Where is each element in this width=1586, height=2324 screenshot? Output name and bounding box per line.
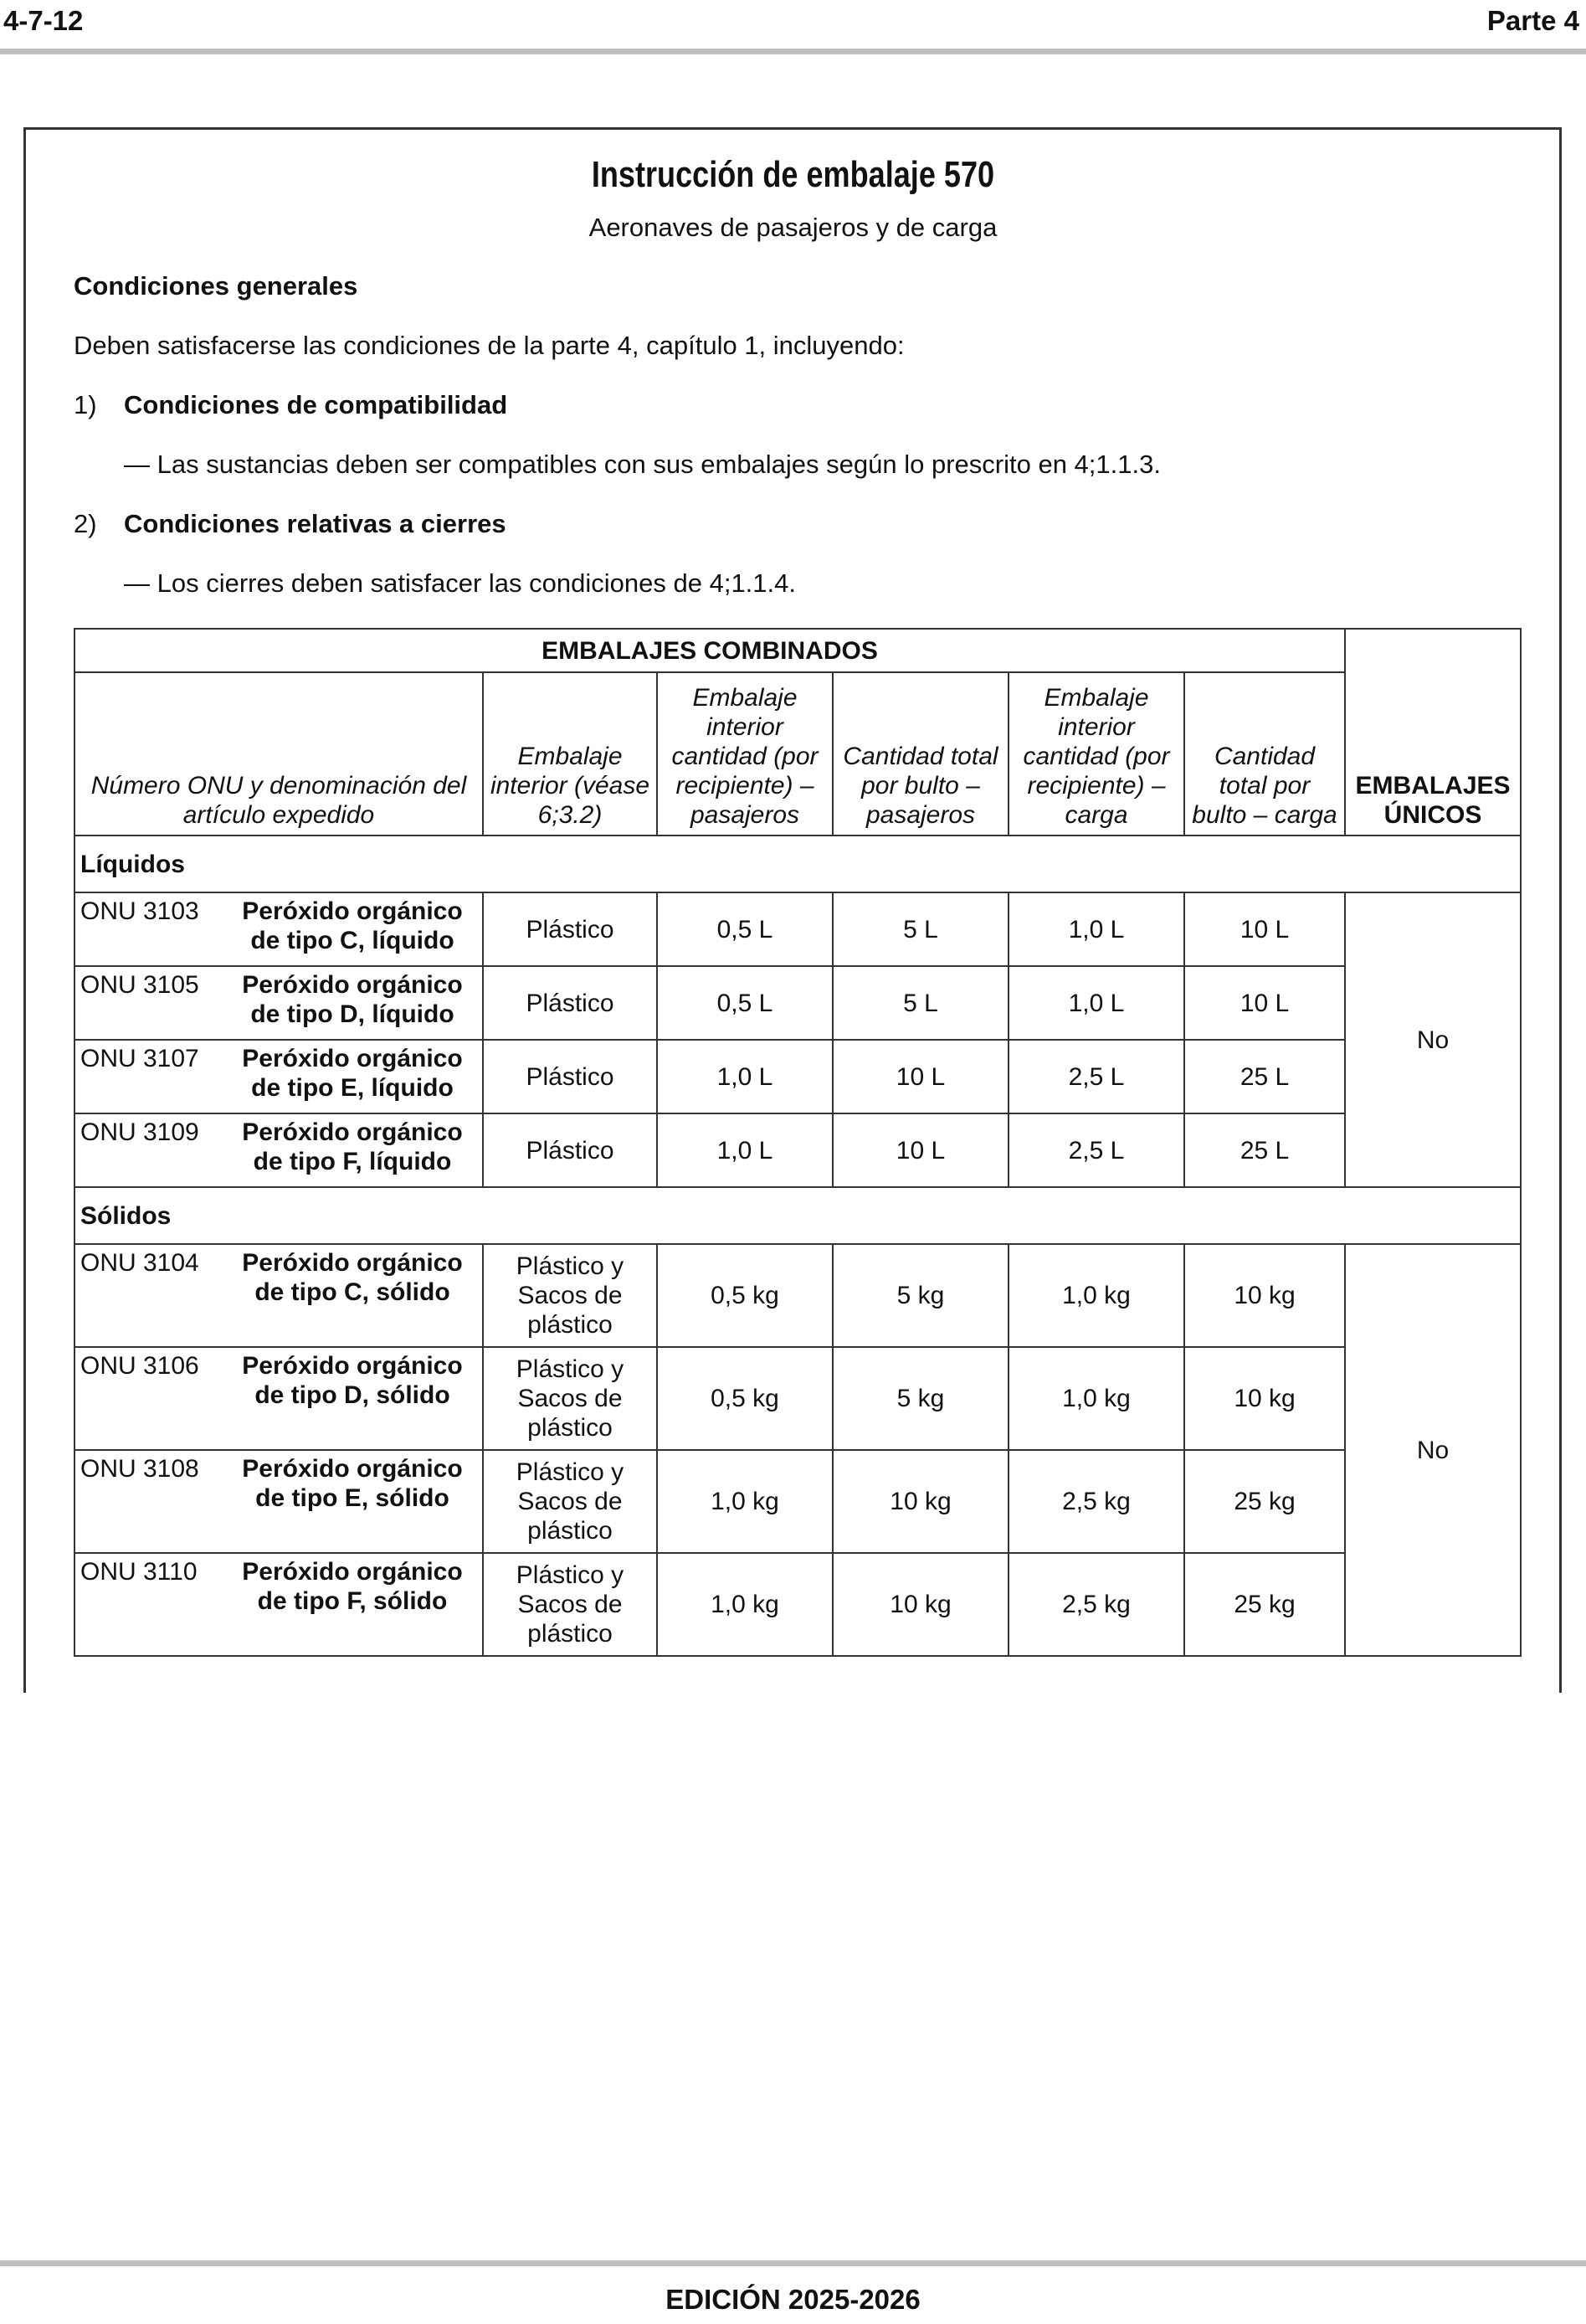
pax-total-qty: 5 kg <box>833 1347 1009 1450</box>
table-row <box>74 1347 1521 1450</box>
substance-cell <box>74 1040 483 1113</box>
inner-packaging: Plástico <box>483 892 657 966</box>
header-rule <box>0 49 1586 54</box>
pax-total-qty: 5 L <box>833 892 1009 966</box>
cargo-total-qty: 10 L <box>1184 892 1345 966</box>
pax-total-qty: 5 kg <box>833 1244 1009 1347</box>
packing-table <box>74 628 1522 1657</box>
cargo-inner-qty: 2,5 L <box>1009 1113 1184 1187</box>
table-row <box>74 1040 1521 1113</box>
page-number: 4-7-12 <box>3 5 84 36</box>
cargo-inner-qty: 1,0 L <box>1009 892 1184 966</box>
pax-inner-qty: 0,5 L <box>657 892 833 966</box>
inner-packaging: Plástico <box>483 966 657 1040</box>
single-packagings-liquids: No <box>1345 892 1521 1187</box>
pax-total-qty: 10 L <box>833 1113 1009 1187</box>
page-title: Instrucción de embalaje 570 <box>591 154 995 195</box>
condition-title: Condiciones de compatibilidad <box>124 390 508 419</box>
substance-name: Peróxido orgánico de tipo F, líquido <box>242 1118 463 1175</box>
cargo-total-qty: 25 L <box>1184 1040 1345 1113</box>
condition-item-1 <box>74 390 507 420</box>
column-header-inner: Embalaje interior (véase 6;3.2) <box>483 672 657 836</box>
substance-name: Peróxido orgánico de tipo F, sólido <box>242 1558 463 1615</box>
column-header-cargo-total: Cantidad total por bulto – carga <box>1184 672 1345 836</box>
table-row <box>74 1244 1521 1347</box>
combined-packagings-header: EMBALAJES COMBINADOS <box>74 629 1345 672</box>
substance-cell <box>74 892 483 966</box>
un-number: ONU 3105 <box>80 971 199 999</box>
cargo-inner-qty: 1,0 kg <box>1009 1347 1184 1450</box>
cargo-total-qty: 25 L <box>1184 1113 1345 1187</box>
pax-total-qty: 10 kg <box>833 1450 1009 1553</box>
cargo-inner-qty: 1,0 L <box>1009 966 1184 1040</box>
section-label-solids: Sólidos <box>74 1187 1521 1244</box>
column-header-cargo-inner: Embalaje interior cantidad (por recipiente) – carga <box>1009 672 1184 836</box>
pax-inner-qty: 1,0 L <box>657 1040 833 1113</box>
pax-inner-qty: 1,0 kg <box>657 1553 833 1656</box>
substance-cell <box>74 1244 483 1347</box>
un-number: ONU 3103 <box>80 897 199 925</box>
substance-cell <box>74 1553 483 1656</box>
cargo-total-qty: 10 kg <box>1184 1347 1345 1450</box>
table-row <box>74 892 1521 966</box>
condition-number: 2) <box>74 509 97 538</box>
pax-total-qty: 5 L <box>833 966 1009 1040</box>
condition-item-2 <box>74 509 506 539</box>
edition-footer: EDICIÓN 2025-2026 <box>665 2284 921 2315</box>
table-row <box>74 1553 1521 1656</box>
inner-packaging: Plástico <box>483 1113 657 1187</box>
un-number: ONU 3106 <box>80 1352 199 1380</box>
inner-packaging: Plástico <box>483 1040 657 1113</box>
condition-title: Condiciones relativas a cierres <box>124 509 506 538</box>
cargo-inner-qty: 2,5 L <box>1009 1040 1184 1113</box>
pax-total-qty: 10 kg <box>833 1553 1009 1656</box>
part-label: Parte 4 <box>1486 5 1579 36</box>
column-header-un: Número ONU y denominación del artículo expedido <box>74 672 483 836</box>
inner-packaging: Plástico y Sacos de plástico <box>483 1450 657 1553</box>
pax-inner-qty: 0,5 L <box>657 966 833 1040</box>
un-number: ONU 3108 <box>80 1455 199 1483</box>
substance-name: Peróxido orgánico de tipo C, sólido <box>242 1249 463 1306</box>
un-number: ONU 3104 <box>80 1249 199 1277</box>
cargo-total-qty: 25 kg <box>1184 1553 1345 1656</box>
column-header-single: EMBALAJES ÚNICOS <box>1345 629 1521 836</box>
footer-rule <box>0 2260 1586 2266</box>
column-header-pax-total: Cantidad total por bulto – pasajeros <box>833 672 1009 836</box>
un-number: ONU 3109 <box>80 1118 199 1146</box>
table-row <box>74 1450 1521 1553</box>
cargo-inner-qty: 2,5 kg <box>1009 1450 1184 1553</box>
pax-inner-qty: 0,5 kg <box>657 1347 833 1450</box>
pax-total-qty: 10 L <box>833 1040 1009 1113</box>
substance-cell <box>74 1113 483 1187</box>
pax-inner-qty: 1,0 kg <box>657 1450 833 1553</box>
cargo-total-qty: 25 kg <box>1184 1450 1345 1553</box>
substance-name: Peróxido orgánico de tipo E, líquido <box>242 1045 463 1102</box>
un-number: ONU 3110 <box>80 1558 198 1586</box>
cargo-total-qty: 10 L <box>1184 966 1345 1040</box>
column-header-pax-inner: Embalaje interior cantidad (por recipiente) – pasajeros <box>657 672 833 836</box>
substance-name: Peróxido orgánico de tipo C, líquido <box>242 897 463 954</box>
substance-cell <box>74 966 483 1040</box>
section-label-liquids: Líquidos <box>74 836 1521 892</box>
inner-packaging: Plástico y Sacos de plástico <box>483 1553 657 1656</box>
table-row <box>74 1113 1521 1187</box>
condition-detail-2: — Los cierres deben satisfacer las condiciones de 4;1.1.4. <box>124 568 797 598</box>
table-row <box>74 966 1521 1040</box>
substance-name: Peróxido orgánico de tipo E, sólido <box>242 1455 463 1512</box>
pax-inner-qty: 1,0 L <box>657 1113 833 1187</box>
general-intro: Deben satisfacerse las condiciones de la parte 4, capítulo 1, incluyendo: <box>74 331 905 360</box>
substance-cell <box>74 1347 483 1450</box>
cargo-total-qty: 10 kg <box>1184 1244 1345 1347</box>
condition-detail-1: — Las sustancias deben ser compatibles con sus embalajes según lo prescrito en 4;1.1.3. <box>124 450 1161 479</box>
substance-name: Peróxido orgánico de tipo D, líquido <box>242 971 463 1028</box>
substance-name: Peróxido orgánico de tipo D, sólido <box>242 1352 463 1409</box>
inner-packaging: Plástico y Sacos de plástico <box>483 1244 657 1347</box>
single-packagings-solids: No <box>1345 1244 1521 1656</box>
condition-number: 1) <box>74 390 97 419</box>
un-number: ONU 3107 <box>80 1045 199 1072</box>
substance-cell <box>74 1450 483 1553</box>
cargo-inner-qty: 1,0 kg <box>1009 1244 1184 1347</box>
general-heading: Condiciones generales <box>74 271 358 301</box>
cargo-inner-qty: 2,5 kg <box>1009 1553 1184 1656</box>
page-subtitle: Aeronaves de pasajeros y de carga <box>588 213 998 242</box>
pax-inner-qty: 0,5 kg <box>657 1244 833 1347</box>
inner-packaging: Plástico y Sacos de plástico <box>483 1347 657 1450</box>
